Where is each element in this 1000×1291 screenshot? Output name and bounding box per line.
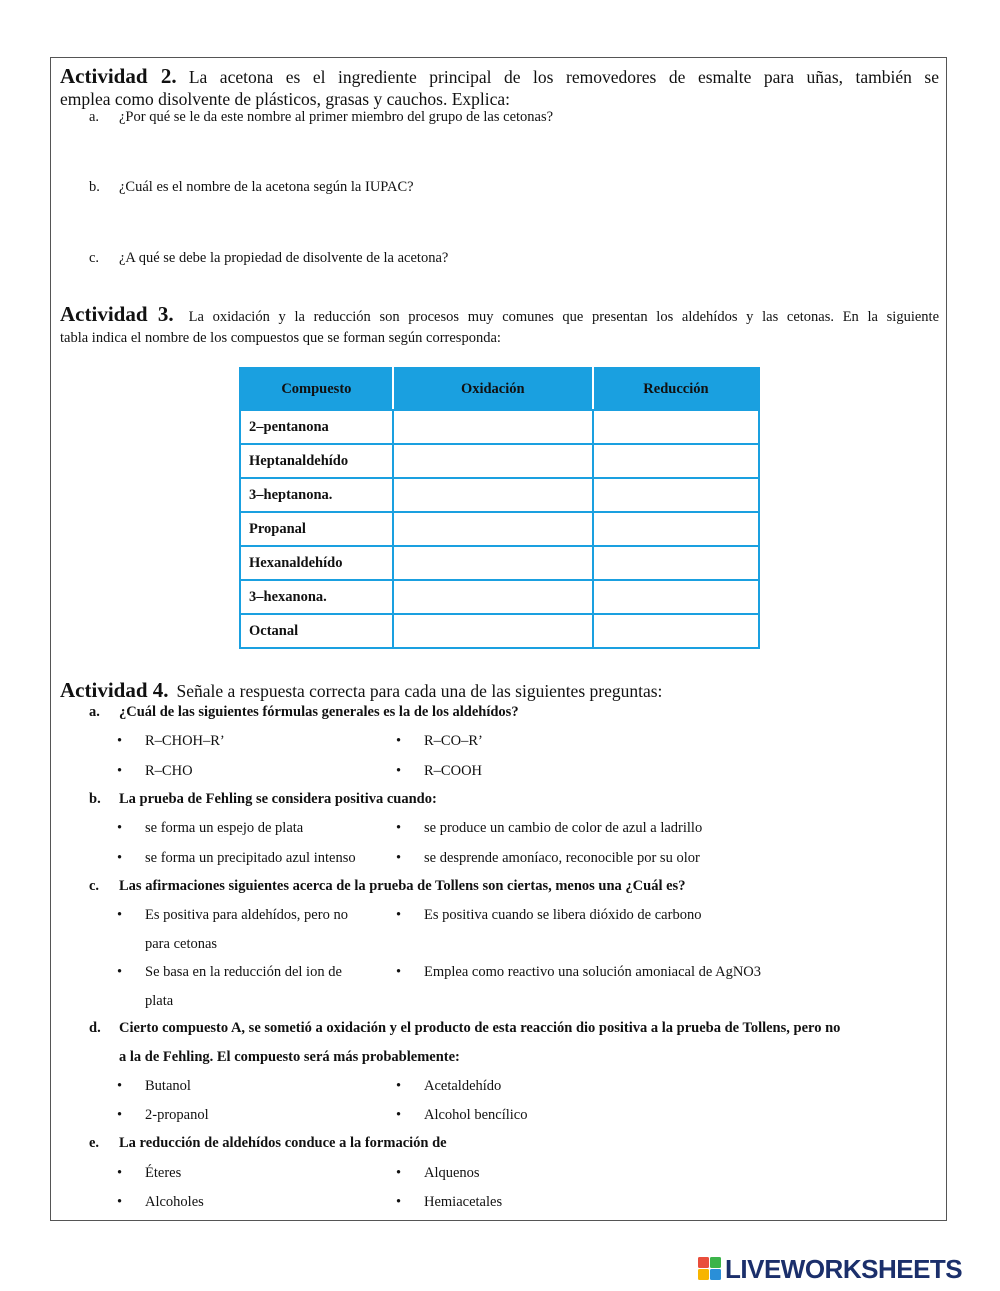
option-b1[interactable]: • se forma un espejo de plata xyxy=(117,820,304,836)
oxidation-answer-cell[interactable] xyxy=(393,614,593,648)
option-c3-continued: plata xyxy=(145,993,174,1009)
liveworksheets-logo-icon xyxy=(698,1257,721,1280)
activity4-intro xyxy=(60,678,662,703)
oxidation-reduction-table xyxy=(239,367,760,649)
reduction-answer-cell[interactable] xyxy=(593,444,759,478)
table-row xyxy=(240,478,759,512)
compound-name: 3–heptanona. xyxy=(240,478,393,512)
option-c2[interactable]: • Es positiva cuando se libera dióxido de carbono xyxy=(396,907,702,923)
table-row xyxy=(240,444,759,478)
activity4-question-c: c. Las afirmaciones siguientes acerca de la prueba de Tollens son ciertas, menos una ¿Cuál es? xyxy=(89,878,686,894)
activity2-question-a: a. ¿Por qué se le da este nombre al primer miembro del grupo de las cetonas? xyxy=(89,109,554,125)
worksheet-frame xyxy=(50,57,947,1221)
option-e2[interactable]: • Alquenos xyxy=(396,1165,480,1181)
activity2-question-b: b. ¿Cuál es el nombre de la acetona según la IUPAC? xyxy=(89,179,414,195)
option-a4[interactable]: • R–COOH xyxy=(396,763,483,779)
compound-name: Heptanaldehído xyxy=(240,444,393,478)
activity3-intro xyxy=(60,302,939,327)
option-a2[interactable]: • R–CO–R’ xyxy=(396,733,483,749)
compound-name: Propanal xyxy=(240,512,393,546)
option-b3[interactable]: • se forma un precipitado azul intenso xyxy=(117,850,356,866)
table-row xyxy=(240,410,759,444)
compound-name: Hexanaldehído xyxy=(240,546,393,580)
activity4-title: Actividad 4. xyxy=(60,678,169,702)
activity4-question-b: b. La prueba de Fehling se considera positiva cuando: xyxy=(89,791,437,807)
option-c1[interactable]: • Es positiva para aldehídos, pero no xyxy=(117,907,348,923)
table-header-reduccion: Reducción xyxy=(593,368,759,410)
activity4-question-a: a. ¿Cuál de las siguientes fórmulas generales es la de los aldehídos? xyxy=(89,704,519,720)
activity2-title: Actividad 2. xyxy=(60,64,177,88)
activity4-question-e: e. La reducción de aldehídos conduce a la formación de xyxy=(89,1135,447,1151)
activity3-intro-line1: La oxidación y la reducción son procesos muy comunes que presentan los aldehídos y las cetonas. En la siguiente xyxy=(188,309,940,325)
activity3-intro-line2: tabla indica el nombre de los compuestos que se forman según corresponda: xyxy=(60,330,501,346)
table-row xyxy=(240,546,759,580)
option-d2[interactable]: • Acetaldehído xyxy=(396,1078,502,1094)
option-d1[interactable]: • Butanol xyxy=(117,1078,191,1094)
option-d4[interactable]: • Alcohol bencílico xyxy=(396,1107,528,1123)
oxidation-answer-cell[interactable] xyxy=(393,410,593,444)
oxidation-answer-cell[interactable] xyxy=(393,512,593,546)
activity2-question-c: c. ¿A qué se debe la propiedad de disolvente de la acetona? xyxy=(89,250,449,266)
compound-name: 3–hexanona. xyxy=(240,580,393,614)
option-b2[interactable]: • se produce un cambio de color de azul a ladrillo xyxy=(396,820,703,836)
activity2-intro-line1: La acetona es el ingrediente principal de los removedores de esmalte para uñas, también se xyxy=(188,67,940,87)
reduction-answer-cell[interactable] xyxy=(593,614,759,648)
liveworksheets-brand-text: LIVEWORKSHEETS xyxy=(725,1254,963,1284)
table-row xyxy=(240,512,759,546)
compound-name: Octanal xyxy=(240,614,393,648)
option-e3[interactable]: • Alcoholes xyxy=(117,1194,204,1210)
oxidation-answer-cell[interactable] xyxy=(393,546,593,580)
activity3-title: Actividad 3. xyxy=(60,302,174,326)
option-c3[interactable]: • Se basa en la reducción del ion de xyxy=(117,964,342,980)
compound-name: 2–pentanona xyxy=(240,410,393,444)
option-d3[interactable]: • 2-propanol xyxy=(117,1107,209,1123)
table-header-compuesto: Compuesto xyxy=(240,368,393,410)
reduction-answer-cell[interactable] xyxy=(593,478,759,512)
oxidation-answer-cell[interactable] xyxy=(393,478,593,512)
option-c4[interactable]: • Emplea como reactivo una solución amoniacal de AgNO3 xyxy=(396,964,762,980)
reduction-answer-cell[interactable] xyxy=(593,410,759,444)
activity4-intro-text: Señale a respuesta correcta para cada una de las siguientes preguntas: xyxy=(176,681,663,701)
activity2-intro-line2: emplea como disolvente de plásticos, grasas y cauchos. Explica: xyxy=(60,89,511,109)
table-row xyxy=(240,614,759,648)
table-header-oxidacion: Oxidación xyxy=(393,368,593,410)
table-row xyxy=(240,580,759,614)
option-e4[interactable]: • Hemiacetales xyxy=(396,1194,503,1210)
activity4-question-d-line2: a la de Fehling. El compuesto será más probablemente: xyxy=(119,1049,460,1065)
activity4-question-d: d. Cierto compuesto A, se sometió a oxidación y el producto de esta reacción dio positiva a la prueba de Tollens, pero no xyxy=(89,1020,841,1036)
oxidation-answer-cell[interactable] xyxy=(393,580,593,614)
option-b4[interactable]: • se desprende amoníaco, reconocible por su olor xyxy=(396,850,700,866)
option-a1[interactable]: • R–CHOH–R’ xyxy=(117,733,225,749)
oxidation-answer-cell[interactable] xyxy=(393,444,593,478)
option-e1[interactable]: • Éteres xyxy=(117,1165,182,1181)
activity2-intro xyxy=(60,64,939,89)
option-a3[interactable]: • R–CHO xyxy=(117,763,193,779)
reduction-answer-cell[interactable] xyxy=(593,580,759,614)
reduction-answer-cell[interactable] xyxy=(593,546,759,580)
reduction-answer-cell[interactable] xyxy=(593,512,759,546)
option-c1-continued: para cetonas xyxy=(145,936,218,952)
